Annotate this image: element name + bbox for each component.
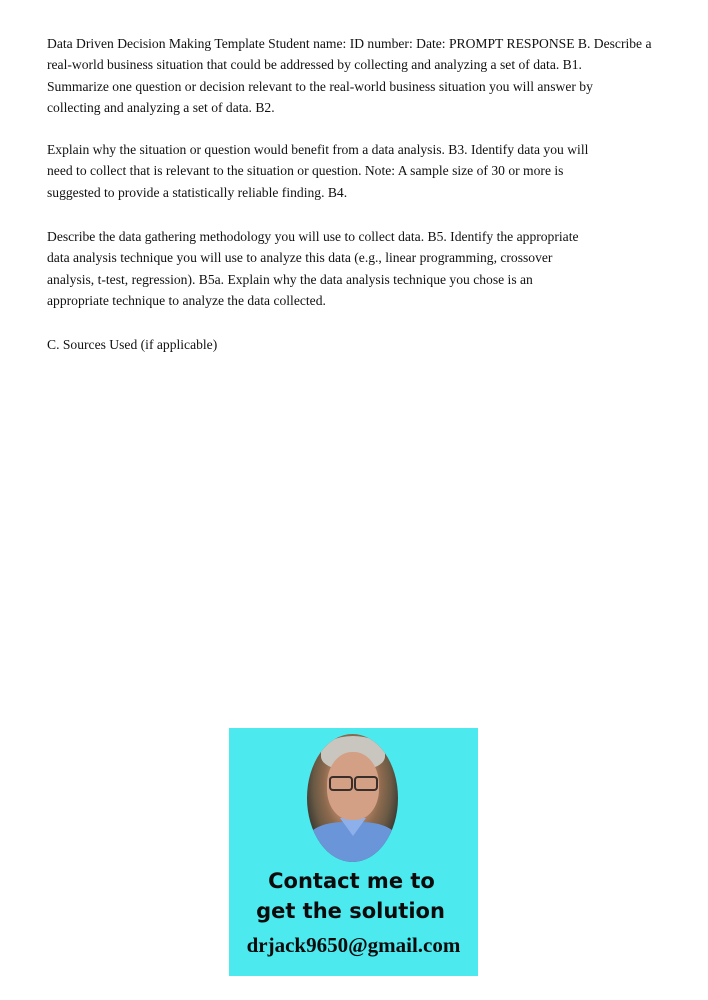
text-line: C. Sources Used (if applicable) — [47, 337, 218, 352]
contact-email: drjack9650@gmail.com — [246, 933, 461, 957]
promo-title-line2: get the solution — [256, 899, 445, 923]
paragraph-sources-used — [47, 334, 217, 355]
text-line: data analysis technique you will use to analyze this data (e.g., linear programming, crossover — [47, 250, 553, 266]
text-line: Describe the data gathering methodology you will use to collect data. B5. Identify the appropriate — [47, 229, 579, 244]
paragraph-prompt-b1 — [47, 33, 652, 118]
promo-title-line1: Contact me to — [268, 869, 435, 893]
text-line: suggested to provide a statistically reliable finding. B4. — [47, 184, 348, 200]
text-line: Data Driven Decision Making Template Student name: ID number: Date: PROMPT RESPONSE B. Describe a — [47, 36, 652, 51]
contact-promo-banner — [229, 728, 478, 976]
text-line: analysis, t-test, regression). B5a. Explain why the data analysis technique you chose is an — [47, 271, 533, 287]
text-line: Explain why the situation or question would benefit from a data analysis. B3. Identify data you will — [47, 142, 589, 157]
text-line: real-world business situation that could be addressed by collecting and analyzing a set of data. B1. — [47, 57, 582, 73]
paragraph-b2-b3 — [47, 139, 588, 203]
text-line: appropriate technique to analyze the data collected. — [47, 292, 326, 308]
text-line: Summarize one question or decision relevant to the real-world business situation you will answer by — [47, 78, 593, 94]
paragraph-b4-b5a — [47, 226, 579, 311]
person-portrait-icon — [307, 734, 398, 862]
text-line: collecting and analyzing a set of data. B2. — [47, 99, 275, 115]
text-line: need to collect that is relevant to the situation or question. Note: A sample size of 30 or more is — [47, 163, 564, 179]
